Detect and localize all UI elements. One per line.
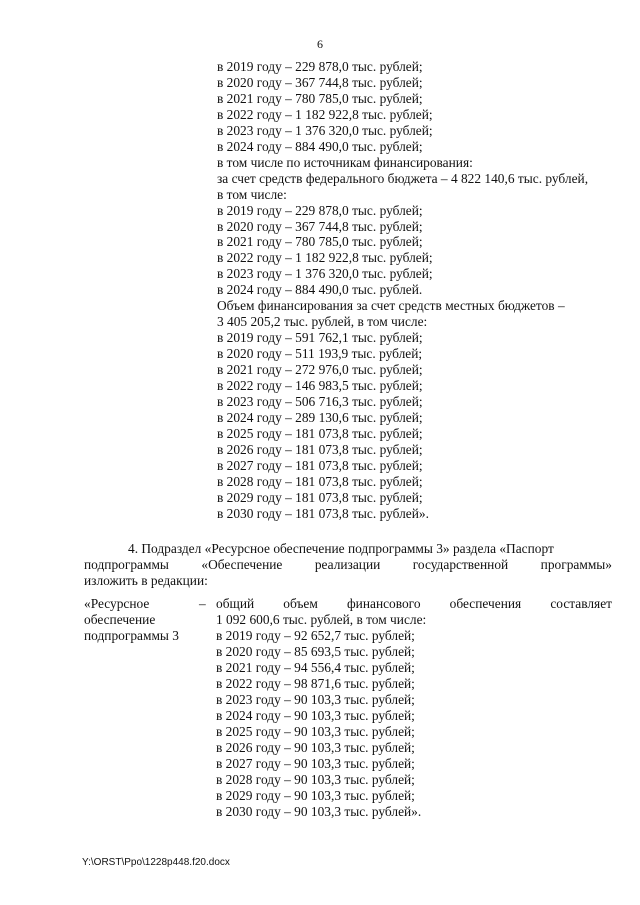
financing-line: Объем финансирования за счет средств местных бюджетов –: [217, 298, 565, 314]
passport-financing-line: в 2028 году – 90 103,3 тыс. рублей;: [216, 772, 415, 787]
financing-line: в 2019 году – 229 878,0 тыс. рублей;: [217, 202, 423, 218]
financing-line: в том числе:: [217, 186, 287, 202]
financing-line: в 2023 году – 506 716,3 тыс. рублей;: [217, 393, 423, 409]
section-4-line-2: подпрограммы «Обеспечение реализации государственной программы»: [84, 557, 612, 572]
financing-line: в 2020 году – 367 744,8 тыс. рублей;: [217, 74, 423, 90]
financing-line: в 2019 году – 229 878,0 тыс. рублей;: [217, 59, 423, 74]
financing-line: в 2022 году – 1 182 922,8 тыс. рублей;: [217, 106, 433, 122]
financing-line: в 2025 году – 181 073,8 тыс. рублей;: [217, 425, 423, 441]
financing-line: в 2028 году – 181 073,8 тыс. рублей;: [217, 473, 423, 489]
passport-financing-line: в 2020 году – 85 693,5 тыс. рублей;: [216, 644, 415, 659]
financing-line: в 2030 году – 181 073,8 тыс. рублей».: [217, 505, 429, 521]
passport-dash: –: [199, 596, 206, 611]
passport-financing-line: в 2026 году – 90 103,3 тыс. рублей;: [216, 740, 415, 755]
passport-financing-line: в 2019 году – 92 652,7 тыс. рублей;: [216, 628, 415, 643]
financing-line: в 2022 году – 1 182 922,8 тыс. рублей;: [217, 250, 433, 266]
section-4-line-3: изложить в редакции:: [84, 573, 208, 588]
financing-line: в 2019 году – 591 762,1 тыс. рублей;: [217, 330, 423, 346]
passport-financing-line: в 2024 году – 90 103,3 тыс. рублей;: [216, 708, 415, 723]
passport-financing-line: в 2029 году – 90 103,3 тыс. рублей;: [216, 788, 415, 803]
financing-line: в 2021 году – 780 785,0 тыс. рублей;: [217, 234, 423, 250]
financing-line: в 2020 году – 367 744,8 тыс. рублей;: [217, 218, 423, 234]
financing-line: за счет средств федерального бюджета – 4 822 140,6 тыс. рублей,: [217, 170, 589, 186]
passport-label-line-1: «Ресурсное: [84, 596, 150, 611]
financing-line: в 2027 году – 181 073,8 тыс. рублей;: [217, 457, 423, 473]
financing-line: в 2026 году – 181 073,8 тыс. рублей;: [217, 441, 423, 457]
passport-label-line-2: обеспечение: [84, 612, 156, 627]
passport-financing-line: в 2022 году – 98 871,6 тыс. рублей;: [216, 676, 415, 691]
financing-line: в 2029 году – 181 073,8 тыс. рублей;: [217, 489, 423, 505]
passport-first-line: общий объем финансового обеспечения составляет: [216, 596, 612, 611]
financing-line: в 2022 году – 146 983,5 тыс. рублей;: [217, 378, 423, 393]
financing-line: в 2021 году – 780 785,0 тыс. рублей;: [217, 90, 423, 106]
passport-financing-line: в 2023 году – 90 103,3 тыс. рублей;: [216, 692, 415, 707]
passport-financing-line: в 2025 году – 90 103,3 тыс. рублей;: [216, 724, 415, 739]
page-number: 6: [317, 37, 323, 51]
financing-line: в 2023 году – 1 376 320,0 тыс. рублей;: [217, 266, 433, 282]
financing-line: в 2023 году – 1 376 320,0 тыс. рублей;: [217, 122, 433, 138]
passport-financing-line: в 2030 году – 90 103,3 тыс. рублей».: [216, 804, 422, 819]
passport-financing-line: в 2027 году – 90 103,3 тыс. рублей;: [216, 756, 415, 771]
passport-label-line-3: подпрограммы 3: [84, 628, 179, 643]
financing-line: в 2024 году – 884 490,0 тыс. рублей.: [217, 282, 423, 298]
passport-financing-line: в 2021 году – 94 556,4 тыс. рублей;: [216, 660, 415, 675]
footer-file-path: Y:\ORST\Ppo\1228p448.f20.docx: [82, 857, 230, 868]
financing-line: в 2020 году – 511 193,9 тыс. рублей;: [217, 346, 423, 362]
financing-line: в 2024 году – 289 130,6 тыс. рублей;: [217, 409, 423, 425]
financing-line: в том числе по источникам финансирования:: [217, 154, 473, 170]
financing-line: в 2021 году – 272 976,0 тыс. рублей;: [217, 362, 423, 378]
financing-line: в 2024 году – 884 490,0 тыс. рублей;: [217, 138, 423, 154]
financing-line: 3 405 205,2 тыс. рублей, в том числе:: [217, 314, 428, 330]
passport-financing-line: 1 092 600,6 тыс. рублей, в том числе:: [216, 612, 427, 627]
section-4-line-1: 4. Подраздел «Ресурсное обеспечение подпрограммы 3» раздела «Паспорт: [128, 541, 554, 556]
